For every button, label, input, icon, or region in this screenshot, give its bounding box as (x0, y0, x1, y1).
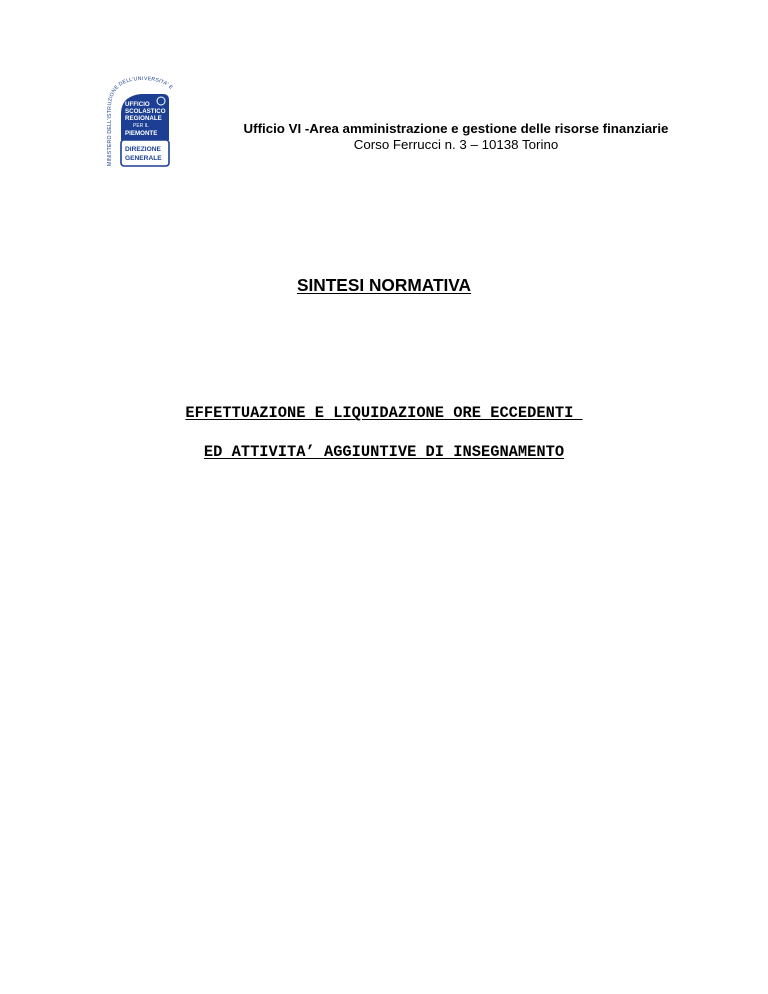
office-name: Ufficio VI -Area amministrazione e gestione delle risorse finanziarie (243, 121, 669, 136)
letterhead (180, 121, 732, 153)
svg-text:PER IL: PER IL (133, 123, 149, 129)
svg-text:DIREZIONE: DIREZIONE (125, 146, 161, 153)
ufficio-scolastico-regionale-logo-icon (103, 74, 177, 172)
svg-text:MINISTERO DELL'ISTRUZIONE DELL: MINISTERO DELL'ISTRUZIONE DELL'UNIVERSITA' E (106, 75, 174, 166)
svg-text:REGIONALE: REGIONALE (125, 115, 162, 122)
svg-text:GENERALE: GENERALE (125, 155, 162, 162)
document-title: SINTESI NORMATIVA (296, 275, 472, 295)
svg-text:PIEMONTE: PIEMONTE (125, 130, 158, 137)
svg-text:SCOLASTICO: SCOLASTICO (125, 108, 166, 115)
office-address: Corso Ferrucci n. 3 – 10138 Torino (353, 137, 559, 152)
document-subject-line-1: EFFETTUAZIONE E LIQUIDAZIONE ORE ECCEDENTI (185, 404, 583, 422)
svg-text:UFFICIO: UFFICIO (125, 101, 150, 108)
document-subject-line-2: ED ATTIVITA’ AGGIUNTIVE DI INSEGNAMENTO (203, 443, 565, 461)
